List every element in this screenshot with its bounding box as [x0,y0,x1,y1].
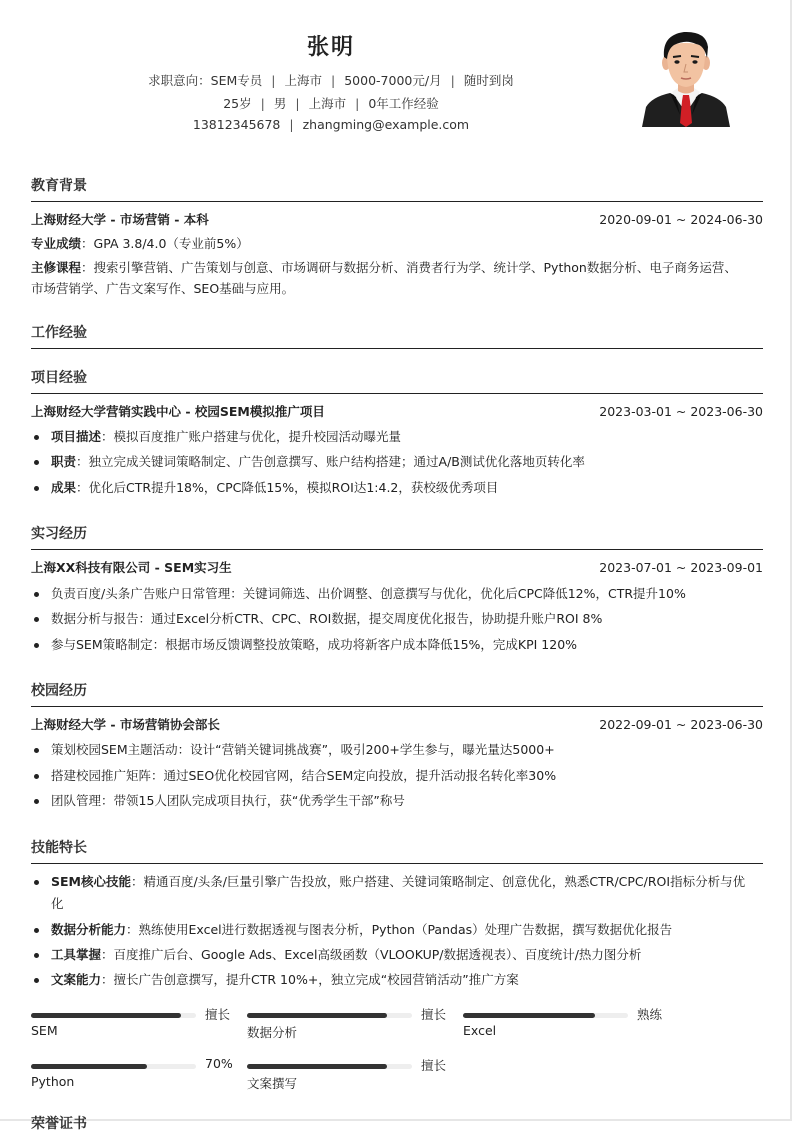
list-item: 数据分析与报告：通过Excel分析CTR、CPC、ROI数据，提交周度优化报告，协助提升账户ROI 8% [31,610,763,628]
skill-fill [31,1064,147,1069]
project-entry [31,403,763,421]
section-title-work: 工作经验 [31,322,763,349]
bullet-text: ：模拟百度推广账户搭建与优化，提升校园活动曝光量 [101,429,402,444]
skill-name: 文案撰写 [247,1076,298,1091]
skill-bar-python [31,1058,231,1098]
education-school-line: 上海财经大学 - 市场营销 - 本科 [31,212,209,227]
education-courses [31,259,763,277]
bullet-text: ：独立完成关键词策略制定、广告创意撰写、账户结构搭建；通过A/B测试优化落地页转化率 [76,454,585,469]
separator: | [355,96,360,111]
skill-level: 熟练 [637,1007,663,1022]
skill-level: 擅长 [205,1007,231,1022]
age: 25岁 [223,96,252,111]
section-title-education: 教育背景 [31,175,763,202]
list-item [31,971,763,989]
bullet-text: ：精通百度/头条/巨量引擎广告投放，账户搭建、关键词策略制定、创意优化，熟悉CTR/CPC/ROI指标分析与优 [130,874,746,889]
section-title-projects: 项目经验 [31,367,763,394]
gpa-label: 专业成绩 [31,236,82,251]
work-years: 0年工作经验 [368,96,439,111]
bullet-label: 成果 [51,480,77,495]
list-item-continued [31,895,763,913]
internship-date: 2023-07-01 ~ 2023-09-01 [599,560,763,575]
list-item [31,428,763,446]
section-title-honors: 荣誉证书 [31,1116,87,1132]
skill-track [247,1064,412,1069]
person-portrait-icon [636,25,736,127]
phone: 13812345678 [192,117,281,132]
list-item: 搭建校园推广矩阵：通过SEO优化校园官网，结合SEM定向投放，提升活动报名转化率30% [31,767,763,785]
bullet-label: 工具掌握 [51,947,102,962]
expected-salary: 5000-7000元/月 [344,73,442,88]
skill-fill [247,1064,387,1069]
skill-bar-copywriting [247,1058,447,1098]
list-item [31,873,763,891]
skill-bar-sem [31,1007,231,1047]
education-gpa [31,235,763,253]
separator: | [289,117,294,132]
intent-city: 上海市 [284,73,323,88]
bullet-label: SEM核心技能 [51,874,131,889]
skill-bar-excel [463,1007,663,1047]
bullet-label: 职责 [51,454,77,469]
city: 上海市 [308,96,347,111]
list-item: 负责百度/头条广告账户日常管理：关键词筛选、出价调整、创意撰写与优化，优化后CPC降低12%，CTR提升10% [31,585,763,603]
skill-track [31,1013,196,1018]
email[interactable]: zhangming@example.com [302,117,470,132]
campus-date: 2022-09-01 ~ 2023-06-30 [599,717,763,732]
list-item [31,921,763,939]
courses-value-2: 市场营销学、广告文案写作、SEO基础与应用。 [31,281,295,296]
bullet-label: 项目描述 [51,429,102,444]
skill-fill [31,1013,181,1018]
list-item [31,479,763,497]
basic-info-line [0,94,662,112]
list-item: 参与SEM策略制定：根据市场反馈调整投放策略，成功将新客户成本降低15%，完成KPI 120% [31,636,763,654]
internship-org-line: 上海XX科技有限公司 - SEM实习生 [31,560,232,575]
skill-fill [247,1013,387,1018]
list-item [31,946,763,964]
contact-line [0,117,662,132]
skill-track [463,1013,628,1018]
job-intent: 求职意向：SEM专员 [148,73,263,88]
skill-name: SEM [31,1023,58,1038]
skill-fill [463,1013,595,1018]
availability: 随时到岗 [463,73,514,88]
separator: | [260,96,265,111]
separator: | [331,73,336,88]
bullet-label: 文案能力 [51,972,102,987]
section-title-internship: 实习经历 [31,523,763,550]
list-item [31,453,763,471]
skill-track [31,1064,196,1069]
bullet-text: 化 [51,896,64,911]
separator: | [450,73,455,88]
education-courses-continued [31,280,763,298]
skill-name: 数据分析 [247,1025,298,1040]
internship-entry [31,559,763,577]
education-date: 2020-09-01 ~ 2024-06-30 [599,212,763,227]
project-date: 2023-03-01 ~ 2023-06-30 [599,404,763,419]
bullet-text: ：优化后CTR提升18%，CPC降低15%，模拟ROI达1:4.2，获校级优秀项目 [76,480,499,495]
campus-entry [31,716,763,734]
courses-value: ：搜索引擎营销、广告策划与创意、市场调研与数据分析、消费者行为学、统计学、Python数据分析、电子商务运营、 [81,260,737,275]
job-intent-line [0,71,662,89]
bullet-text: ：熟练使用Excel进行数据透视与图表分析，Python（Pandas）处理广告数据，撰写数据优化报告 [126,922,673,937]
skill-bar-data-analysis [247,1007,447,1047]
skill-name: Python [31,1074,75,1089]
skill-name: Excel [463,1023,497,1038]
candidate-name: 张明 [306,35,355,60]
education-entry [31,211,763,229]
resume-header [0,0,790,150]
skill-level: 70% [205,1056,233,1071]
bullet-label: 数据分析能力 [51,922,127,937]
gpa-value: ：GPA 3.8/4.0（专业前5%） [81,236,249,251]
section-title-skills: 技能特长 [31,837,763,864]
skill-level: 擅长 [421,1007,447,1022]
bullet-text: ：百度推广后台、Google Ads、Excel高级函数（VLOOKUP/数据透视表）、百度统计/热力图分析 [101,947,642,962]
campus-org-line: 上海财经大学 - 市场营销协会部长 [31,717,220,732]
section-title-campus: 校园经历 [31,680,763,707]
separator: | [295,96,300,111]
separator: | [271,73,276,88]
bullet-text: ：擅长广告创意撰写，提升CTR 10%+，独立完成“校园营销活动”推广方案 [101,972,519,987]
list-item: 团队管理：带领15人团队完成项目执行，获“优秀学生干部”称号 [31,792,763,810]
gender: 男 [273,96,287,111]
project-org-line: 上海财经大学营销实践中心 - 校园SEM模拟推广项目 [31,404,325,419]
skill-level: 擅长 [421,1058,447,1073]
courses-label: 主修课程 [31,260,82,275]
skill-track [247,1013,412,1018]
list-item: 策划校园SEM主题活动：设计“营销关键词挑战赛”，吸引200+学生参与，曝光量达5000+ [31,741,763,759]
